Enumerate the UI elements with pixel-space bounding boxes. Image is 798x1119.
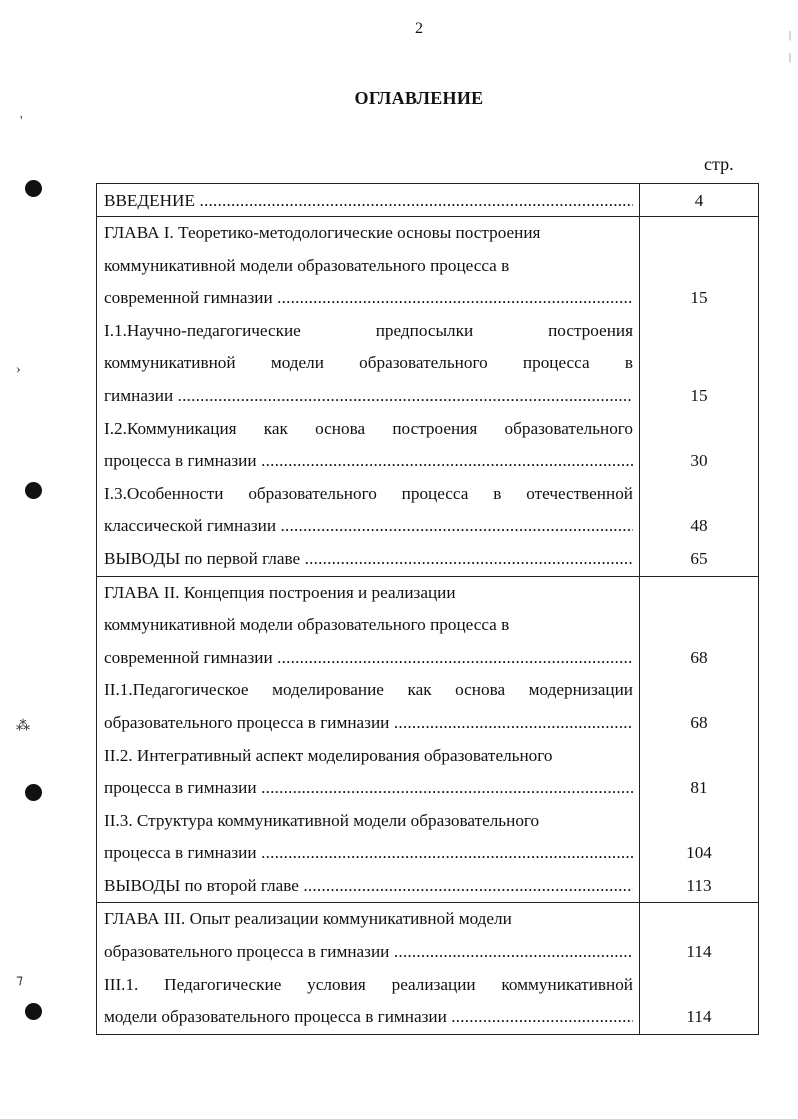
toc-entry-introduction[interactable]: ВВЕДЕНИЕ ..... [104,185,633,216]
toc-entry-conclusions-1[interactable]: ВЫВОДЫ по первой главе ..... [104,543,633,576]
toc-entry-2-2[interactable]: II.2. Интегративный аспект моделирования образовательного процесса в гимназии ..... [104,740,633,805]
toc-entry-3-1[interactable]: III.1. Педагогические условия реализации коммуникативной модели образовательного процесса в гимназии ..... [104,969,633,1034]
toc-page-chapter-3: 114 [686,942,712,962]
scan-mark: ' [20,114,23,129]
binder-hole [25,1003,42,1020]
scan-mark: ⁂ [16,719,30,734]
toc-page-2-1: 68 [690,712,708,732]
toc-entry-chapter-1[interactable]: ГЛАВА I. Теоретико-методологические основы построения коммуникативной модели образовательного процесса в современной гимназии ..... [104,217,633,315]
toc-entry-2-1[interactable]: II.1.Педагогическое моделирование как основа модернизации образовательного процесса в гимназии ..... [104,674,633,739]
page-column-caption: стр. [704,154,734,174]
table-of-contents [96,183,759,1035]
toc-page-1-2: 30 [690,451,708,471]
toc-entry-1-2[interactable]: I.2.Коммуникация как основа построения образовательного процесса в гимназии ..... [104,413,633,478]
toc-page-2-3: 104 [686,843,712,863]
toc-page-chapter-2: 68 [690,647,708,667]
page-number: 2 [415,20,423,37]
toc-page-2-2: 81 [690,778,708,798]
toc-page-chapter-1: 15 [690,288,708,308]
scan-mark: › [16,362,21,377]
scan-mark: | [789,52,792,63]
binder-hole [25,784,42,801]
toc-entry-chapter-2[interactable]: ГЛАВА II. Концепция построения и реализации коммуникативной модели образовательного процесса в современной гимназии ..... [104,577,633,675]
toc-page-conclusions-2: 113 [686,875,712,895]
toc-section-chapter-2 [97,576,759,903]
binder-hole [25,482,42,499]
scan-mark: ⁊ [16,973,23,988]
toc-section-chapter-1 [97,217,759,577]
toc-page-conclusions-1: 65 [690,548,708,568]
toc-section-chapter-3 [97,903,759,1034]
toc-entry-chapter-3[interactable]: ГЛАВА III. Опыт реализации коммуникативной модели образовательного процесса в гимназии ..... [104,903,633,968]
toc-entry-1-3[interactable]: I.3.Особенности образовательного процесса в отечественной классической гимназии ..... [104,478,633,543]
page-title: ОГЛАВЛЕНИЕ [354,88,484,108]
toc-page-1-3: 48 [690,516,708,536]
binder-hole [25,180,42,197]
scan-mark: | [789,30,792,41]
toc-entry-1-1[interactable]: I.1.Научно-педагогические предпосылки построения коммуникативной модели образовательного процесса в гимназии ..... [104,315,633,413]
toc-entry-2-3[interactable]: II.3. Структура коммуникативной модели образовательного процесса в гимназии ..... [104,805,633,870]
toc-page-1-1: 15 [690,385,708,405]
toc-page-introduction: 4 [694,191,704,210]
toc-entry-conclusions-2[interactable]: ВЫВОДЫ по второй главе ..... [104,870,633,903]
toc-page-3-1: 114 [686,1007,712,1027]
toc-section-intro [97,184,759,217]
